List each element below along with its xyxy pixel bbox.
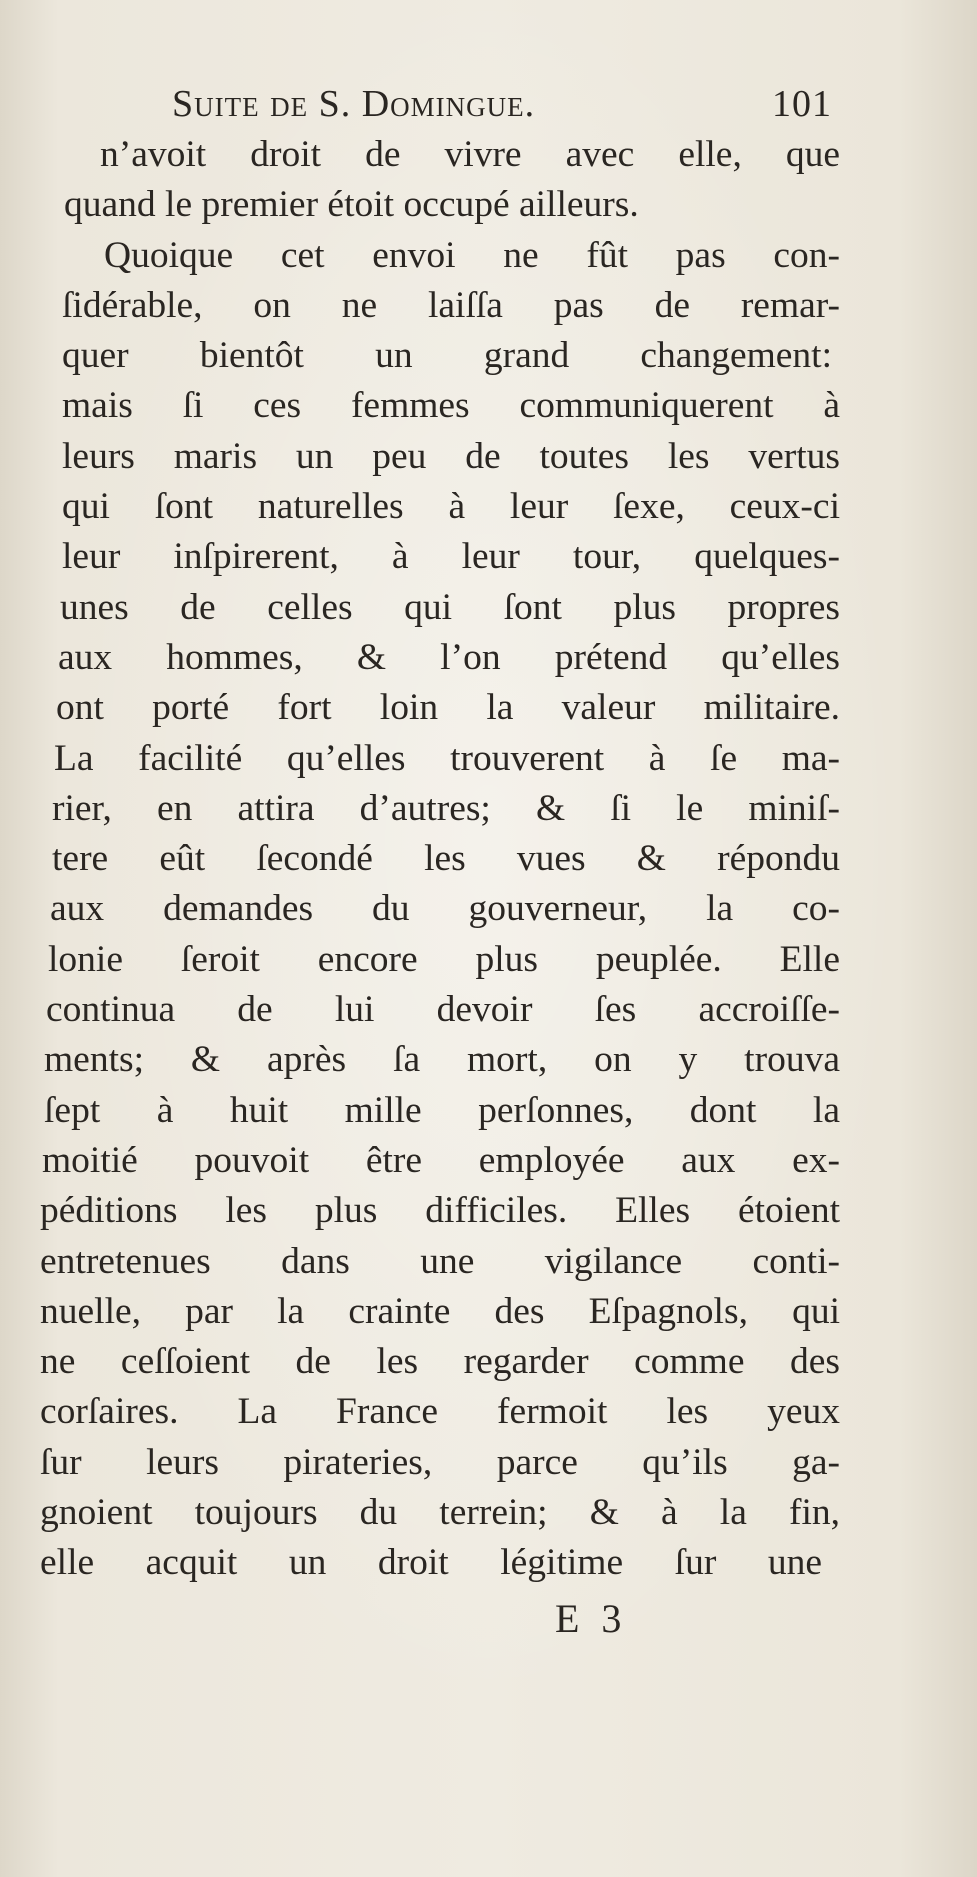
text-line: lonie ſeroit encore plus peuplée. Elle [48, 938, 840, 980]
text-line: ſept à huit mille perſonnes, dont la [44, 1089, 840, 1131]
text-line: leur inſpirerent, à leur tour, quelques- [62, 536, 840, 578]
text-line: ont porté fort loin la valeur militaire. [56, 687, 840, 729]
text-line: elle acquit un droit légitime ſur une [40, 1542, 822, 1584]
text-line: tere eût ſecondé les vues & répondu [52, 838, 840, 880]
text-line: aux demandes du gouverneur, la co- [50, 888, 840, 930]
text-line: péditions les plus difficiles. Elles étoient [40, 1190, 840, 1232]
signature-mark: E 3 [555, 1596, 628, 1641]
text-line: ne ceſſoient de les regarder comme des [40, 1341, 840, 1383]
page-number: 101 [772, 83, 832, 125]
text-line: quand le premier étoit occupé ailleurs. [64, 184, 639, 226]
text-line: ſidérable, on ne laiſſa pas de remar- [62, 284, 840, 326]
text-line: leurs maris un peu de toutes les vertus [62, 435, 840, 477]
text-line: ments; & après ſa mort, on y trouva [44, 1039, 840, 1081]
text-line: moitié pouvoit être employée aux ex- [42, 1139, 840, 1181]
text-line: corſaires. La France fermoit les yeux [40, 1391, 840, 1433]
text-line: rier, en attira d’autres; & ſi le miniſ- [52, 787, 840, 829]
text-line: entretenues dans une vigilance conti- [40, 1240, 840, 1282]
running-head [172, 82, 832, 134]
text-line: unes de celles qui ſont plus propres [60, 586, 840, 628]
text-line: continua de lui devoir ſes accroiſſe- [46, 989, 840, 1031]
text-line: ſur leurs pirateries, parce qu’ils ga- [40, 1441, 840, 1483]
running-title: Suite de S. Domingue. [172, 83, 536, 125]
body-text [40, 130, 840, 1589]
text-line: Quoique cet envoi ne fût pas con- [104, 234, 840, 276]
text-line: mais ſi ces femmes communiquerent à [62, 385, 840, 427]
text-line: nuelle, par la crainte des Eſpagnols, qui [40, 1290, 840, 1332]
text-line: n’avoit droit de vivre avec elle, que [100, 134, 840, 175]
text-line: aux hommes, & l’on prétend qu’elles [58, 636, 840, 678]
text-line: quer bientôt un grand changement: [62, 335, 832, 377]
text-line: qui ſont naturelles à leur ſexe, ceux-ci [62, 486, 840, 528]
text-line: La facilité qu’elles trouverent à ſe ma- [54, 737, 840, 779]
text-line: gnoient toujours du terrein; & à la fin, [40, 1492, 840, 1534]
